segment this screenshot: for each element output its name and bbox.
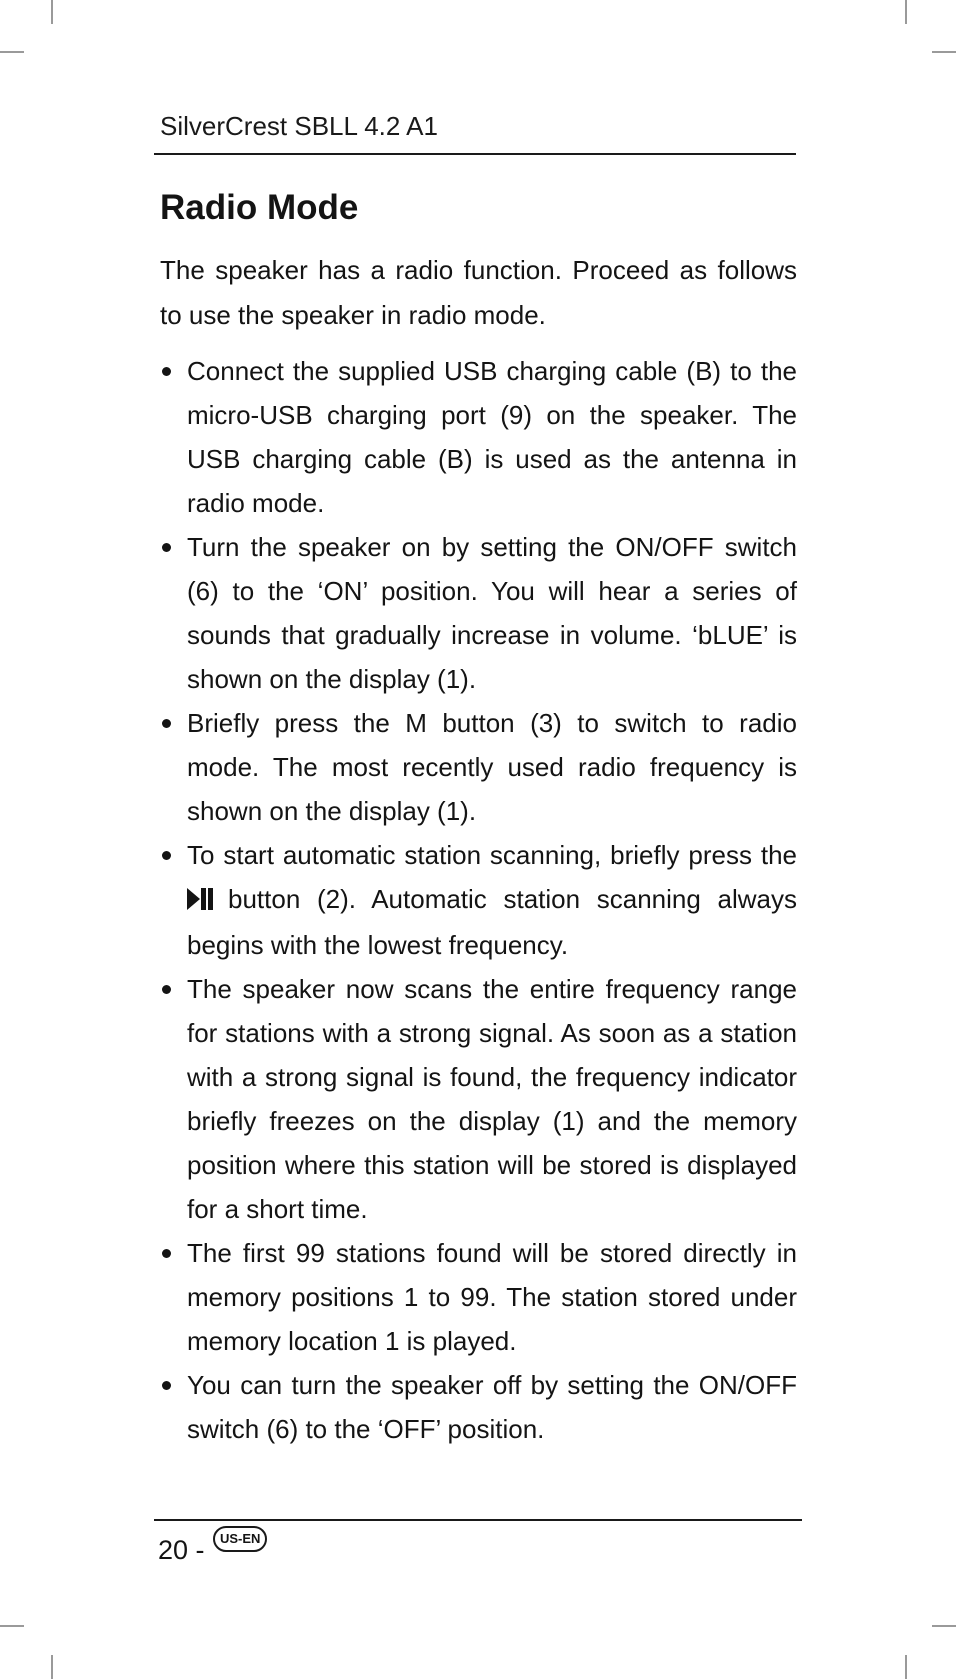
bullet-icon: [162, 543, 171, 552]
list-item: [160, 349, 797, 525]
bullet-icon: [162, 1381, 171, 1390]
intro-paragraph: The speaker has a radio function. Proceed as follows to use the speaker in radio mode.: [160, 255, 797, 330]
crop-mark: [932, 1625, 956, 1627]
instruction-list: [160, 349, 797, 1451]
crop-mark: [905, 1655, 907, 1679]
list-item: [160, 833, 797, 967]
crop-mark: [51, 1655, 53, 1679]
crop-mark: [0, 51, 24, 53]
list-item-text: You can turn the speaker off by setting the ON/OFF switch (6) to the ‘OFF’ position.: [187, 1370, 797, 1444]
section-title: Radio Mode: [160, 188, 359, 227]
crop-mark: [51, 0, 53, 24]
crop-mark: [905, 0, 907, 24]
list-item: [160, 1363, 797, 1451]
bullet-icon: [162, 719, 171, 728]
list-item-text: The speaker now scans the entire frequency range for stations with a strong signal. As soon as a station with a strong signal is found, the frequency indicator briefly freezes on the display (1) and the memory position where this station will be stored is displayed for a short time.: [187, 974, 797, 1224]
footer-rule: [154, 1519, 802, 1521]
list-item: [160, 1231, 797, 1363]
running-header: SilverCrest SBLL 4.2 A1: [160, 111, 438, 141]
bullet-icon: [162, 851, 171, 860]
bullet-icon: [162, 1249, 171, 1258]
language-badge: US-EN: [213, 1526, 267, 1552]
list-item-text: Briefly press the M button (3) to switch to radio mode. The most recently used radio frequency is shown on the display (1).: [187, 708, 797, 826]
list-item: [160, 967, 797, 1231]
list-item-text: button (2). Automatic station scanning always begins with the lowest frequency.: [187, 884, 797, 960]
crop-mark: [932, 51, 956, 53]
list-item: [160, 701, 797, 833]
list-item-text: Turn the speaker on by setting the ON/OFF switch (6) to the ‘ON’ position. You will hear a series of sounds that gradually increase in volume. ‘bLUE’ is shown on the display (1).: [187, 532, 797, 694]
header-rule: [154, 153, 796, 155]
list-item: [160, 525, 797, 701]
crop-mark: [0, 1625, 24, 1627]
bullet-icon: [162, 985, 171, 994]
page-number: 20 -: [158, 1535, 205, 1565]
list-item-text: Connect the supplied USB charging cable (B) to the micro-USB charging port (9) on the speaker. The USB charging cable (B) is used as the antenna in radio mode.: [187, 356, 797, 518]
bullet-icon: [162, 367, 171, 376]
list-item-text: To start automatic station scanning, briefly press the: [187, 840, 797, 870]
play-pause-icon: [187, 879, 214, 923]
list-item-text: The first 99 stations found will be stored directly in memory positions 1 to 99. The station stored under memory location 1 is played.: [187, 1238, 797, 1356]
